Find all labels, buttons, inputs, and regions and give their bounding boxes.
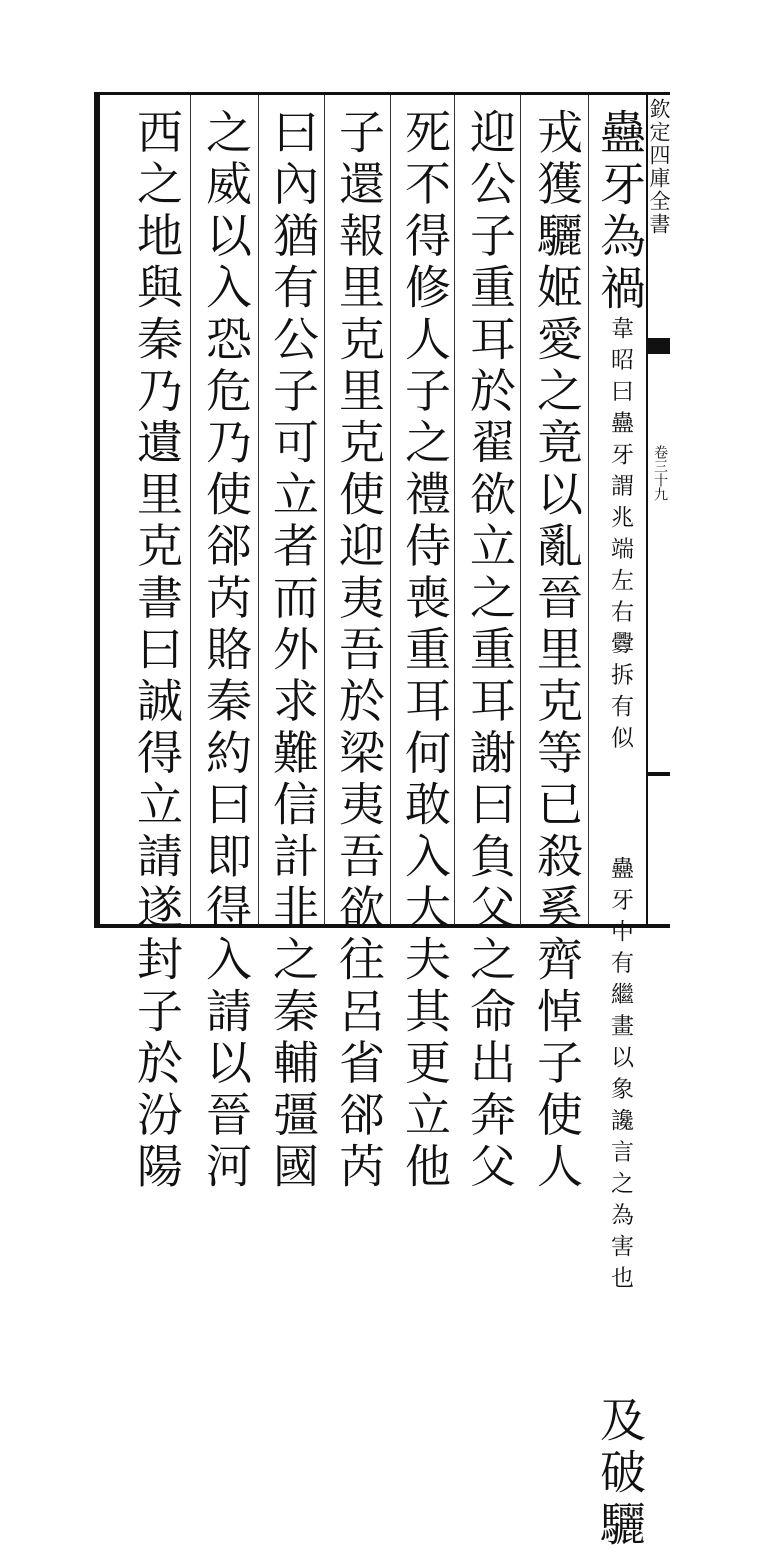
commentary-left: 蠱牙中有繼畫以象讒言之為害也 (607, 856, 633, 1297)
text-column-7: 之威以入恐危乃使郤芮賂秦約曰即得入請以晉河 (199, 108, 253, 1194)
text-column-4: 死不得修人子之禮侍喪重耳何敢入大夫其更立他 (398, 108, 452, 1194)
margin-book-title: 欽定四庫全書 (647, 98, 671, 236)
margin-juan-number: 卷三十九 (652, 445, 668, 501)
column-rule (190, 95, 191, 925)
commentary-note (593, 316, 647, 1396)
column-rule (520, 95, 521, 925)
fish-tail-mark (646, 338, 670, 354)
text-column-8: 西之地與秦乃遺里克書曰誠得立請遂封子於汾陽 (130, 108, 184, 1194)
main-text-start: 蠱牙為禍 (593, 108, 647, 316)
column-rule (588, 95, 589, 925)
column-rule (258, 95, 259, 925)
text-column-1 (593, 108, 647, 1552)
text-column-5: 子還報里克里克使迎夷吾於梁夷吾欲往呂省郤芮 (332, 108, 386, 1194)
column-rule (390, 95, 391, 925)
commentary-right: 韋昭曰蠱牙謂兆端左右釁拆有似 (607, 316, 633, 757)
column-rule (454, 95, 455, 925)
column-rule (324, 95, 325, 925)
main-text-end: 及破驪 (593, 1396, 647, 1552)
text-column-3: 迎公子重耳於翟欲立之重耳謝曰負父之命出奔父 (463, 108, 517, 1194)
fish-tail-lower-mark (646, 772, 670, 776)
text-column-2: 戎獲驪姬愛之竟以亂晉里克等已殺奚齊悼子使人 (530, 108, 584, 1194)
text-column-6: 曰內猶有公子可立者而外求難信計非之秦輔彊國 (266, 108, 320, 1194)
